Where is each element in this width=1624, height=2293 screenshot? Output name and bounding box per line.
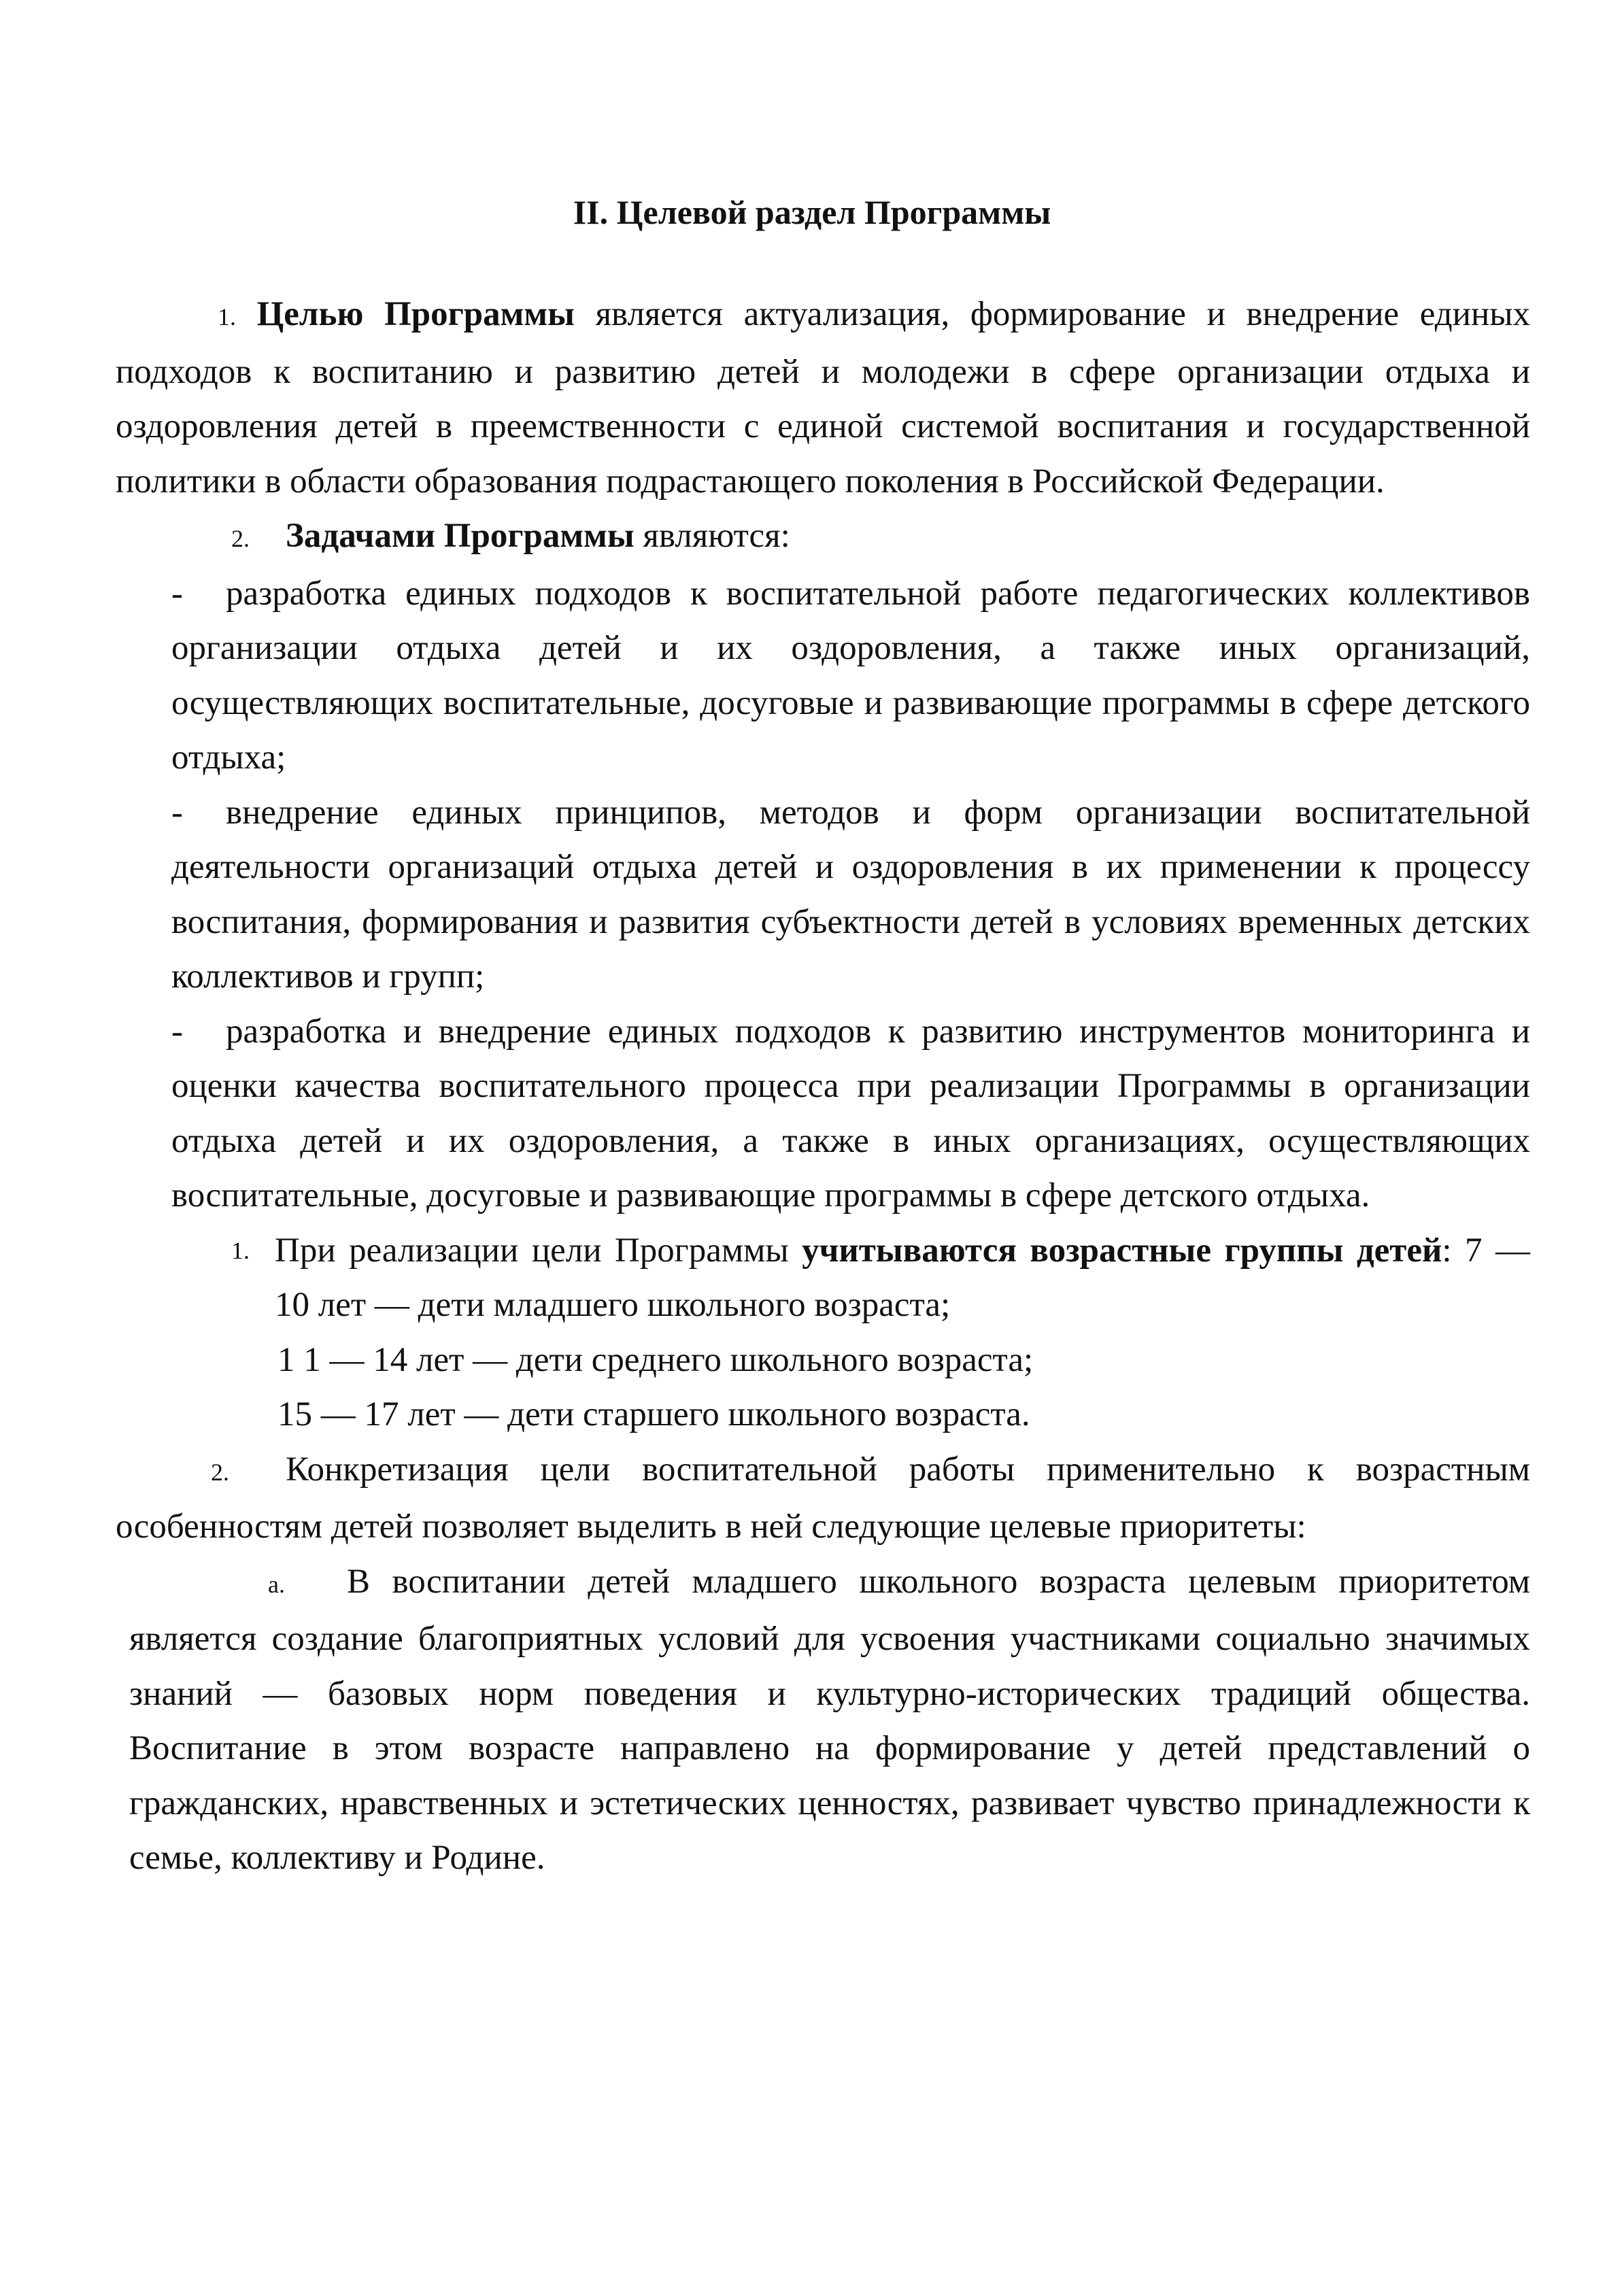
section-content (116, 287, 1530, 1886)
dash-bullet: - (171, 1012, 183, 1051)
dash-bullet: - (171, 574, 183, 613)
task-text: внедрение единых принципов, методов и форм организации воспитательной деятельности организаций отдыха детей и оздоровления в их применении к процессу воспитания, формирования и развития субъектности детей в условиях временных детских коллективов и групп; (171, 793, 1530, 996)
age-group-first: : 7 — 10 лет — дети младшего школьного возраста; (275, 1231, 1530, 1324)
task-item (116, 785, 1530, 1004)
task-item (116, 566, 1530, 785)
dash-bullet: - (171, 793, 183, 832)
list-number: 2. (231, 525, 250, 552)
tasks-text: являются: (634, 517, 790, 555)
tasks-heading (116, 509, 1530, 566)
tasks-label: Задачами Программы (286, 517, 635, 555)
section-title: II. Целевой раздел Программы (573, 193, 1051, 231)
goal-text: является актуализация, формирование и внедрение единых подходов к воспитанию и развитию детей и молодежи в сфере организации отдыха и оздоровления детей в преемственности с единой системой воспитания и государственной политики в области образования подрастающего поколения в Российской Федерации. (116, 295, 1531, 500)
age-group-line: 15 — 17 лет — дети старшего школьного возраста. (277, 1395, 1030, 1433)
age-groups-paragraph (116, 1223, 1530, 1333)
age-groups-intro: При реализации цели Программы (275, 1231, 802, 1270)
list-number: 2. (211, 1458, 229, 1486)
task-text: разработка и внедрение единых подходов к развитию инструментов мониторинга и оценки качества воспитательного процесса при реализации Программы в организации отдыха детей и их оздоровления, а также в иных организациях, осуществляющих воспитательные, досуговые и развивающие программы в сфере детского отдыха. (171, 1012, 1530, 1215)
concretization-paragraph (116, 1442, 1530, 1555)
task-item (116, 1004, 1530, 1223)
list-number: 1. (231, 1236, 250, 1264)
priority-a-text: В воспитании детей младшего школьного возраста целевым приоритетом является создание благоприятных условий для усвоения участниками социально значимых знаний — базовых норм поведения и культурно-исторических традиций общества. Воспитание в этом возрасте направлено на формирование у детей представлений о гражданских, нравственных и эстетических ценностях, развивает чувство принадлежности к семье, коллективу и Родине. (129, 1562, 1530, 1877)
goal-paragraph (116, 287, 1530, 509)
priority-a-paragraph (116, 1555, 1530, 1886)
task-text: разработка единых подходов к воспитательной работе педагогических коллективов организации отдыха детей и их оздоровления, а также иных организаций, осуществляющих воспитательные, досуговые и развивающие программы в сфере детского отдыха; (171, 574, 1530, 777)
list-letter: a. (268, 1570, 285, 1598)
age-groups-label: учитываются возрастные группы детей (802, 1231, 1442, 1270)
concretization-text: Конкретизация цели воспитательной работы применительно к возрастным особенностям детей позволяет выделить в ней следующие целевые приоритеты: (116, 1450, 1530, 1546)
age-group-line: 1 1 — 14 лет — дети среднего школьного возраста; (277, 1340, 1034, 1379)
list-number: 1. (218, 303, 236, 330)
goal-label: Целью Программы (256, 295, 575, 333)
